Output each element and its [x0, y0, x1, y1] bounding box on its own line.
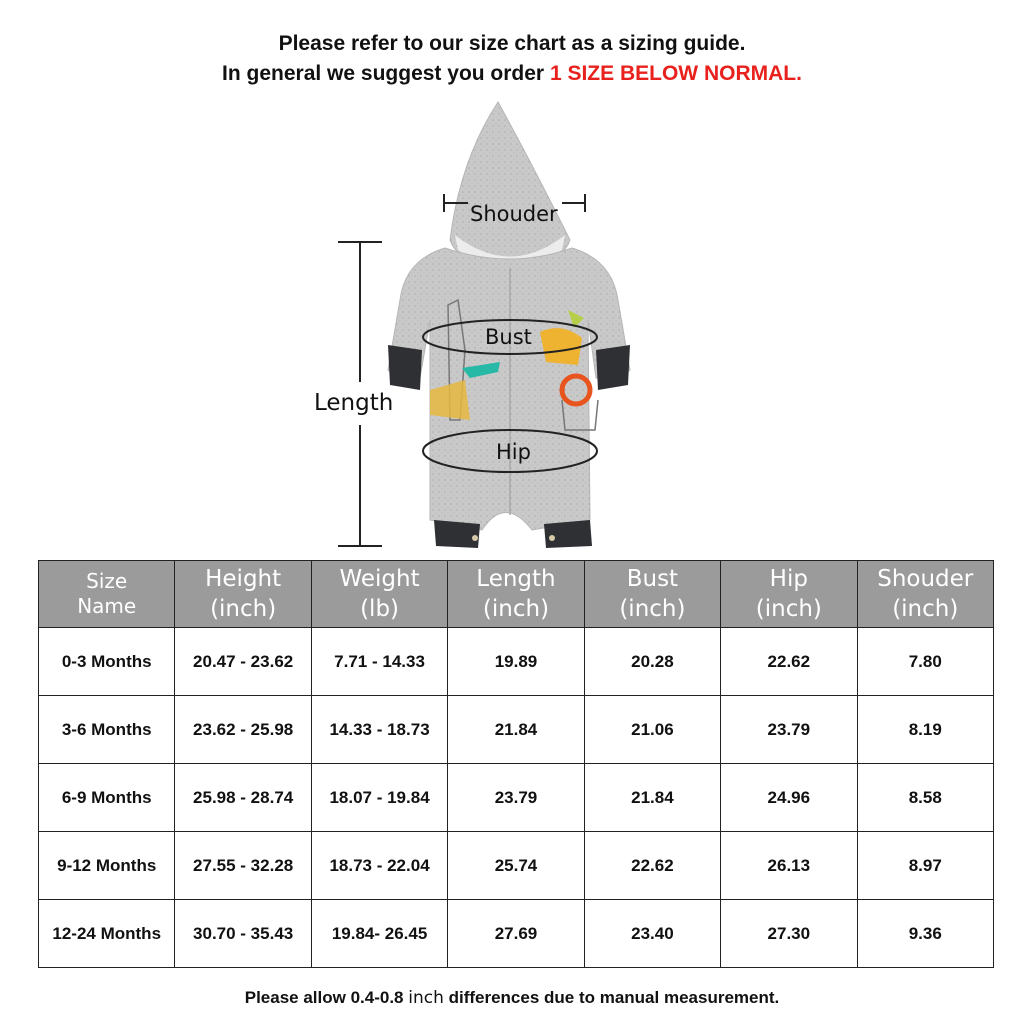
- note-part-2: differences due to manual measurement.: [443, 988, 780, 1007]
- header-weight: Weight (lb): [311, 561, 447, 628]
- cell-shoulder: 8.19: [857, 696, 993, 764]
- cell-hip: 26.13: [721, 832, 857, 900]
- cell-weight: 19.84- 26.45: [311, 900, 447, 968]
- cell-bust: 20.28: [584, 628, 720, 696]
- bust-label: Bust: [485, 325, 532, 349]
- cell-shoulder: 8.58: [857, 764, 993, 832]
- length-label: Length: [314, 390, 394, 416]
- cell-weight: 7.71 - 14.33: [311, 628, 447, 696]
- header-shoulder: Shouder (inch): [857, 561, 993, 628]
- shoulder-label: Shouder: [470, 202, 558, 226]
- cell-bust: 23.40: [584, 900, 720, 968]
- note-unit: inch: [408, 988, 444, 1008]
- table-row: [39, 764, 994, 832]
- cell-hip: 27.30: [721, 900, 857, 968]
- cell-height: 27.55 - 32.28: [175, 832, 311, 900]
- romper-measurement-figure: [300, 100, 720, 552]
- cell-size: 6-9 Months: [39, 764, 175, 832]
- cell-shoulder: 8.97: [857, 832, 993, 900]
- cell-bust: 21.06: [584, 696, 720, 764]
- cell-weight: 14.33 - 18.73: [311, 696, 447, 764]
- table-row: [39, 628, 994, 696]
- cell-weight: 18.07 - 19.84: [311, 764, 447, 832]
- header-bust: Bust (inch): [584, 561, 720, 628]
- header-length: Length (inch): [448, 561, 584, 628]
- cell-size: 3-6 Months: [39, 696, 175, 764]
- cell-bust: 21.84: [584, 764, 720, 832]
- cell-hip: 22.62: [721, 628, 857, 696]
- heading-prefix: In general we suggest you order: [222, 62, 550, 85]
- cell-hip: 23.79: [721, 696, 857, 764]
- cell-length: 19.89: [448, 628, 584, 696]
- table-header-row: [39, 561, 994, 628]
- heading-line-1: Please refer to our size chart as a sizing guide.: [278, 32, 746, 55]
- cell-length: 23.79: [448, 764, 584, 832]
- table-row: [39, 832, 994, 900]
- note-part-1: Please allow 0.4-0.8: [244, 988, 409, 1007]
- header-height: Height (inch): [175, 561, 311, 628]
- cell-size: 12-24 Months: [39, 900, 175, 968]
- cell-length: 25.74: [448, 832, 584, 900]
- cell-size: 9-12 Months: [39, 832, 175, 900]
- cell-height: 30.70 - 35.43: [175, 900, 311, 968]
- size-chart-table: [38, 560, 994, 968]
- header-size: Size Name: [39, 561, 175, 628]
- table-row: [39, 696, 994, 764]
- cell-height: 23.62 - 25.98: [175, 696, 311, 764]
- table-row: [39, 900, 994, 968]
- hip-label: Hip: [496, 440, 531, 464]
- measurement-note: [0, 988, 1024, 1008]
- cell-height: 25.98 - 28.74: [175, 764, 311, 832]
- cell-weight: 18.73 - 22.04: [311, 832, 447, 900]
- cell-size: 0-3 Months: [39, 628, 175, 696]
- cell-bust: 22.62: [584, 832, 720, 900]
- cell-shoulder: 7.80: [857, 628, 993, 696]
- header-hip: Hip (inch): [721, 561, 857, 628]
- heading-line-2: [0, 60, 1024, 88]
- size-recommendation: 1 SIZE BELOW NORMAL.: [549, 62, 802, 85]
- cell-length: 27.69: [448, 900, 584, 968]
- cell-shoulder: 9.36: [857, 900, 993, 968]
- cell-hip: 24.96: [721, 764, 857, 832]
- cell-height: 20.47 - 23.62: [175, 628, 311, 696]
- cell-length: 21.84: [448, 696, 584, 764]
